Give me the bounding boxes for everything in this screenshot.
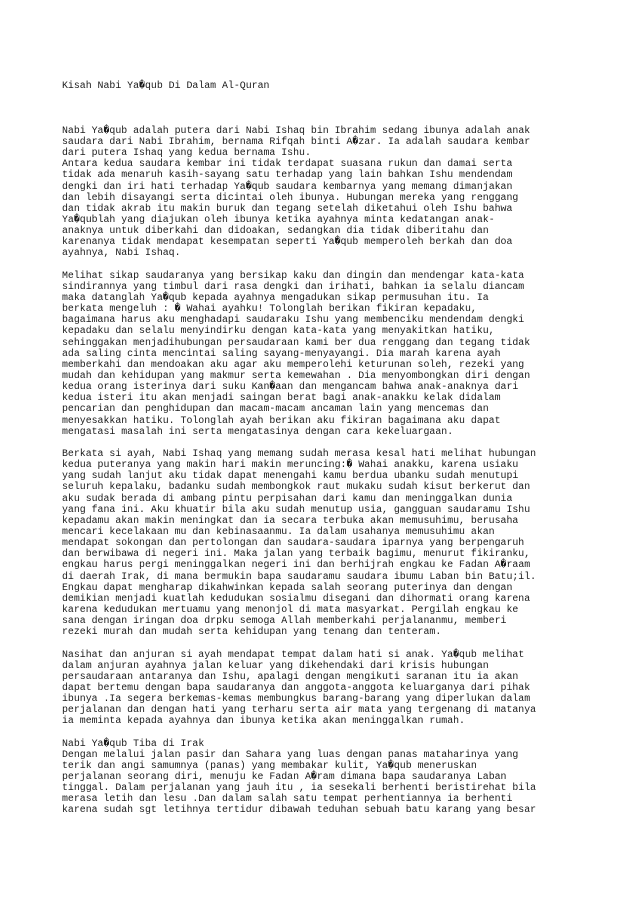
text-line: Nasihat dan anjuran si ayah mendapat tempat dalam hati si anak. Ya�qub melihat (62, 648, 525, 660)
text-line: sehinggakan menjadihubungan persaudaraan kami ber dua renggang dan tegang tidak (62, 336, 531, 348)
text-line: tidak ada menaruh kasih-sayang satu terhadap yang lain bahkan Ishu mendendam (62, 169, 513, 181)
document-body (62, 125, 582, 816)
text-line: mencari kecelakaan mu dan kebinasaanmu. Ia dalam usahanya memusuhimu akan (62, 525, 495, 537)
paragraph (62, 749, 582, 816)
text-line: engkau harus pergi meninggalkan negeri ini dan berhijrah engkau ke Fadan A�raam (62, 559, 531, 571)
text-line: seluruh kepalaku, badanku sudah membongkok raut mukaku sudah kisut berkerut dan (62, 481, 531, 493)
text-line: dan berwibawa di negeri ini. Maka jalan yang terbaik bagimu, menurut fikiranku, (62, 548, 531, 560)
text-line: pencarian dan penghidupan dan macam-macam ancaman lain yang mencemas dan (62, 403, 489, 415)
paragraph (62, 125, 582, 259)
text-line: Dengan melalui jalan pasir dan Sahara yang luas dengan panas mataharinya yang (62, 748, 519, 760)
text-line: karena sudah sgt letihnya tertidur dibawah teduhan sebuah batu karang yang besar (62, 804, 537, 816)
text-line: Melihat sikap saudaranya yang bersikap kaku dan dingin dan mendengar kata-kata (62, 269, 525, 281)
text-line: tinggal. Dalam perjalanan yang jauh itu , ia sesekali berhenti beristirehat bila (62, 782, 537, 794)
text-line: mudah dan kehidupan yang makmur serta kemewahan . Dia menyombongkan diri dengan (62, 370, 531, 381)
text-line: ayahnya, Nabi Ishaq. (62, 247, 181, 259)
text-line: sana dengan iringan doa drpku semoga Allah memberkahi perjalananmu, memberi (62, 615, 507, 627)
text-line: dapat bertemu dengan bapa saudaranya dan anggota-anggota keluarganya dari pihak (62, 681, 531, 693)
text-line: kedua orang isterinya dari suku Kan�aan dan mengancam bahwa anak-anaknya dari (62, 381, 519, 393)
text-line: saudara dari Nabi Ibrahim, bernama Rifqah binti A�zar. Ia adalah saudara kembar (62, 136, 531, 148)
text-line: Berkata si ayah, Nabi Ishaq yang memang sudah merasa kesal hati melihat hubungan (62, 447, 537, 459)
text-line: rezeki murah dan mudah serta kehidupan yang tenang dan tenteram. (62, 626, 442, 638)
text-line: Nabi Ya�qub adalah putera dari Nabi Ishaq bin Ibrahim sedang ibunya adalah anak (62, 124, 531, 136)
heading-text: Nabi Ya�qub Tiba di Irak (62, 737, 205, 749)
text-line: di daerah Irak, di mana bermukin bapa saudaramu saudara ibumu Laban bin Batu;il. (62, 570, 537, 582)
text-line: Ya�qublah yang diajukan oleh ibunya ketika ayahnya minta kedatangan anak- (62, 214, 495, 226)
text-line: perjalanan dan dengan hati yang terharu serta air mata yang tergenang di matanya (62, 704, 537, 716)
text-line: terik dan angi samumnya (panas) yang membakar kulit, Ya�qub meneruskan (62, 759, 477, 771)
text-line: kedua puteranya yang makin hari makin meruncing:� Wahai anakku, karena usiaku (62, 459, 519, 471)
text-line: karenanya tidak mendapat kesempatan seperti Ya�qub memperoleh berkah dan doa (62, 236, 513, 248)
text-line: dengki dan iri hati terhadap Ya�qub saudara kembarnya yang memang dimanjakan (62, 180, 513, 192)
text-line: anaknya untuk diberkahi dan didoakan, sedangkan dia tidak diberitahu dan (62, 225, 489, 237)
text-line: kepadamu akan makin meningkat dan ia secara terbuka akan memusuhimu, berusaha (62, 514, 519, 526)
paragraph (62, 270, 582, 437)
text-line: yang sudah lanjut aku tidak dapat menengahi kamu berdua ubanku sudah menutupi (62, 470, 519, 482)
text-line: ia meminta kepada ayahnya dan ibunya ketika akan meninggalkan rumah. (62, 715, 465, 727)
text-line: sindirannya yang timbul dari rasa dengki dan irihati, bahkan ia selalu diancam (62, 280, 525, 292)
text-line: maka datanglah Ya�qub kepada ayahnya mengadukan sikap permusuhan itu. Ia (62, 292, 489, 304)
text-line: menyesakkan hatiku. Tolonglah ayah berikan aku fikiran bagaimana aku dapat (62, 414, 501, 426)
text-line: dan lebih disayangi serta dicintai oleh ibunya. Hubungan mereka yang renggang (62, 191, 519, 203)
text-line: kedua isteri itu akan menjadi saingan berat bagi anak-anakku kelak didalam (62, 392, 501, 404)
text-line: karena kedudukan mertuamu yang menonjol di mata masyarkat. Pergilah engkau ke (62, 603, 519, 615)
document-title: Kisah Nabi Ya�qub Di Dalam Al-Quran (62, 80, 270, 92)
text-line: merasa letih dan lesu .Dan dalam salah satu tempat perhentiannya ia berhenti (62, 793, 513, 805)
text-line: kepadaku dan selalu menyindirku dengan kata-kata yang menyakitkan hatiku, (62, 325, 495, 337)
text-line: yang fana ini. Aku khuatir bila aku sudah menutup usia, gangguan saudaramu Ishu (62, 503, 531, 515)
text-line: Antara kedua saudara kembar ini tidak terdapat suasana rukun dan damai serta (62, 158, 513, 170)
text-line: perjalanan seorang diri, menuju ke Fadan A�ram dimana bapa saudaranya Laban (62, 771, 507, 783)
text-line: dari putera Ishaq yang kedua bernama Ishu. (62, 147, 311, 159)
text-line: mendapat sokongan dan pertolongan dan saudara-saudara iparnya yang berpengaruh (62, 537, 525, 549)
text-line: bagaimana harus aku menghadapi saudaraku Ishu yang membenciku mendendam dengki (62, 314, 525, 326)
section-heading (62, 738, 582, 749)
text-line: dalam anjuran ayahnya jalan keluar yang dikehendaki dari krisis hubungan (62, 659, 489, 671)
text-line: Engkau dapat mengharap dikahwinkan kepada salah seorang puterinya dan dengan (62, 581, 513, 593)
text-line: mengatasi masalah ini serta mengatasinya dengan cara kekeluargaan. (62, 425, 454, 437)
text-line: ada saling cinta mencintai saling sayang-menyayangi. Dia marah karena ayah (62, 347, 501, 359)
paragraph (62, 448, 582, 637)
text-line: aku sudak berada di ambang pintu perpisahan dari kamu dan meninggalkan dunia (62, 492, 513, 504)
paragraph (62, 649, 582, 727)
text-line: demikian menjadi kuatlah kedudukan sosialmu disegani dan dihormati orang karena (62, 592, 531, 604)
text-line: persaudaraan antaranya dan Ishu, apalagi dengan mengikuti saranan itu ia akan (62, 670, 519, 682)
text-line: ibunya .Ia segera berkemas-kemas membungkus barang-barang yang diperlukan dalam (62, 693, 531, 705)
text-line: dan tidak akrab itu makin buruk dan tegang setelah diketahui oleh Ishu bahwa (62, 202, 513, 214)
document-page (62, 58, 582, 838)
text-line: memberkahi dan mendoakan aku agar aku memperolehi keturunan soleh, rezeki yang (62, 358, 525, 370)
text-line: berkata mengeluh : � Wahai ayahku! Tolonglah berikan fikiran kepadaku, (62, 303, 477, 315)
